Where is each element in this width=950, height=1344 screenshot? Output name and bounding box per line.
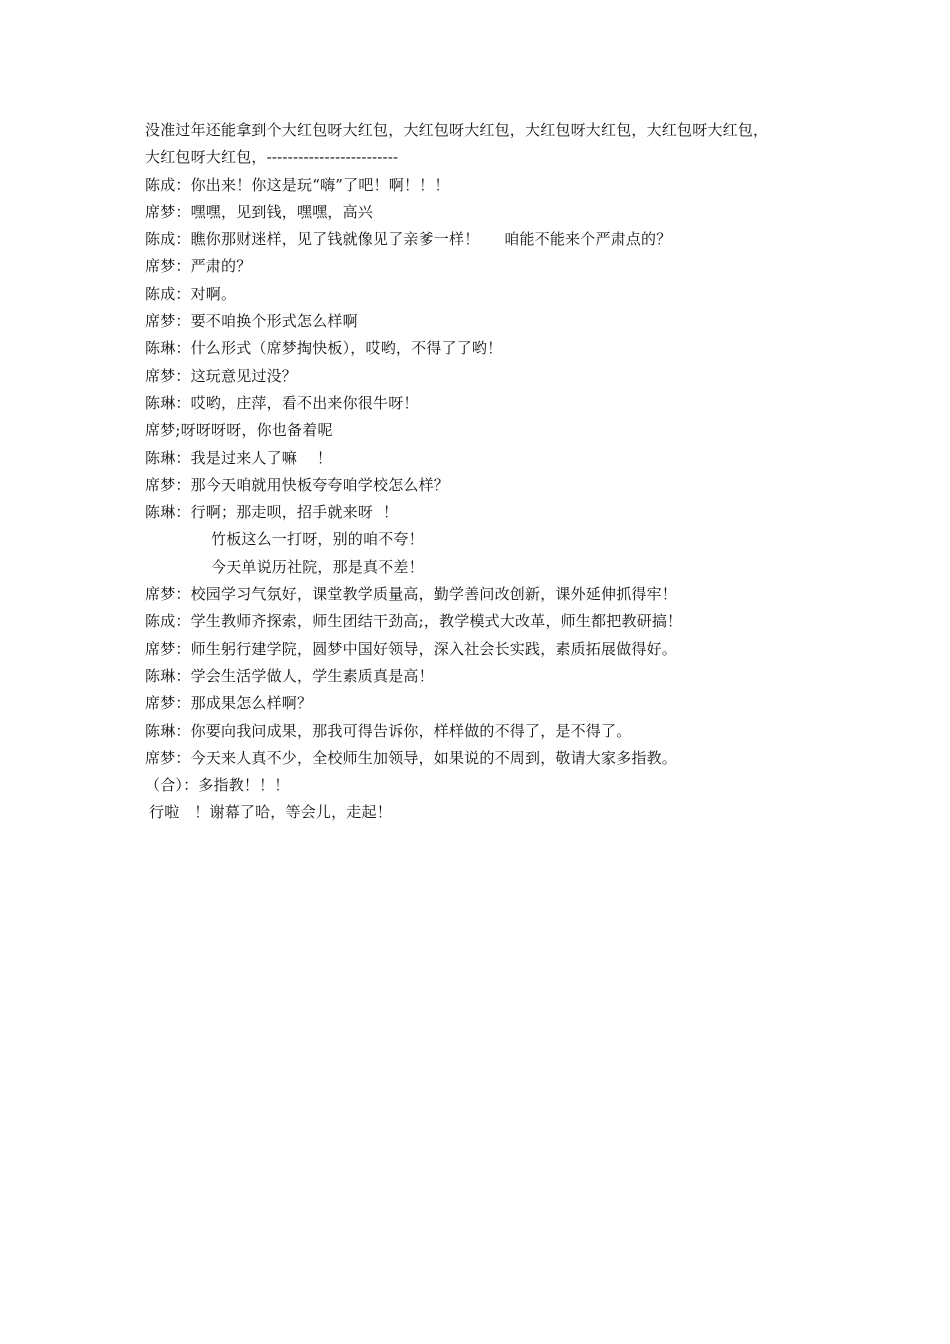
script-line: 席梦：今天来人真不少，全校师生加领导，如果说的不周到，敬请大家多指教。 <box>145 748 678 767</box>
script-line: 席梦：要不咱换个形式怎么样啊 <box>145 312 358 331</box>
script-line: 席梦：那成果怎么样啊？ <box>145 694 313 713</box>
script-text-block <box>145 117 825 827</box>
script-line: 没准过年还能拿到个大红包呀大红包，大红包呀大红包，大红包呀大红包，大红包呀大红包， <box>145 121 769 139</box>
script-line: 陈成：学生教师齐探索，师生团结干劲高;，教学模式大改革，师生都把教研搞！ <box>145 612 683 631</box>
script-verse-line: 今天单说历社院，那是真不差！ <box>211 557 424 576</box>
script-line: 陈琳：学会生活学做人，学生素质真是高！ <box>145 666 434 685</box>
script-line: 席梦：师生躬行建学院，圆梦中国好领导，深入社会长实践，素质拓展做得好。 <box>145 639 678 658</box>
script-line: 陈琳：我是过来人了嘛 ！ <box>145 448 333 467</box>
script-line: 陈琳：哎哟，庄萍，看不出来你很牛呀！ <box>145 393 419 412</box>
script-line: 陈琳：什么形式（席梦掏快板），哎哟，不得了了哟！ <box>145 339 503 358</box>
script-verse-line: 竹板这么一打呀，别的咱不夸！ <box>211 530 424 549</box>
script-line: 席梦：那今天咱就用快板夸夸咱学校怎么样？ <box>145 475 450 494</box>
script-line: 席梦：严肃的？ <box>145 257 252 276</box>
script-line: 席梦：嘿嘿，见到钱，嘿嘿，高兴 <box>145 202 374 221</box>
script-chorus-line: （合）：多指教！！！ <box>145 776 290 795</box>
script-closing-line: 行啦 ！谢幕了哈，等会儿，走起！ <box>149 803 392 822</box>
script-line: 陈成：瞧你那财迷样，见了钱就像见了亲爹一样！ 咱能不能来个严肃点的？ <box>145 230 672 249</box>
script-line: 陈成：你出来！你这是玩“嗨”了吧！啊！！！ <box>145 175 450 194</box>
script-line: 陈琳：行啊；那走呗，招手就来呀 ！ <box>145 503 399 522</box>
script-line: 席梦：这玩意见过没？ <box>145 366 298 385</box>
script-line: 席梦：校园学习气氛好，课堂教学质量高，勤学善问改创新，课外延伸抓得牢！ <box>145 585 678 604</box>
script-line: 陈成：对啊。 <box>145 284 237 303</box>
script-line: 陈琳：你要向我问成果，那我可得告诉你，样样做的不得了，是不得了。 <box>145 721 632 740</box>
script-line: 大红包呀大红包，------------------------- <box>145 148 399 167</box>
script-line: 席梦;呀呀呀呀，你也备着呢 <box>145 421 333 440</box>
